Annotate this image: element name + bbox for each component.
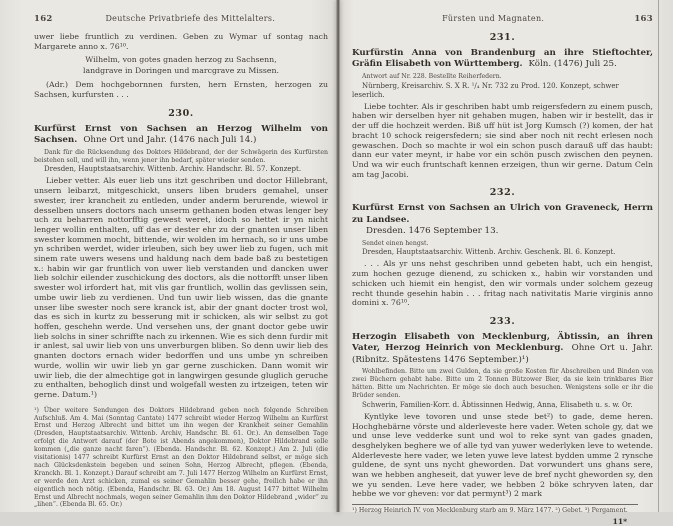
source-line-231: Nürnberg, Kreisarchiv. S. X R. ¹/₄ Nr. 732 zu Prod. 120. Konzept, schwer leserlich. [352, 81, 619, 99]
letter-address: (Adr.) Dem hochgebornnen fursten, hern Ernsten, herzogen zu Sachsen, kurfursten . . . [34, 80, 328, 100]
source-line-232: Dresden, Hauptstaatsarchiv. Wittenb. Archiv. Geschenk. Bl. 6. Konzept. [362, 248, 616, 257]
section-title-233: Herzogin Elisabeth von Mecklenburg, Äbtissin, an ihren Vater, Herzog Heinrich von Mecklenburg. [352, 331, 653, 354]
page-header-right [352, 14, 653, 24]
section-heading-231 [352, 48, 653, 71]
letter-body-232: . . . Als yr uns nehst geschriben unnd gebeten habt, uch ein hengist, zum hochen gezuge dienend, zu schicken x., habin wir vorstanden und schicken uch hiemit ein hengist, den wir vormals under solchem gezeug recht thunde gesehin habin . . . fritag nach nativitatis Marie virginis anno domini x. 76¹⁰. [352, 259, 653, 308]
letter-signature-line-2: landgrave in Doringen und marcgrave zu Missen. [82, 65, 280, 75]
letter-signature-line-1: Wilhelm, von gotes gnaden herzog zu Sachsenn, [85, 55, 277, 65]
letter-body-233: Kyntlyke leve tovoren und unse stede bet²) to gade, deme heren. Hochghebärne vörste und alderleveste here vader. Weten schole gy, dat we und unse leve vedderke sunt und wol to reke synt van gades gnaden, desghelyken beghere we of alle tyd van yuwer wederlyken leve to wetende. Alderleveste here vader, we leten yuwe leve latest bydden umme 2 rynsche guldene, de synt uns nycht gheworden. Dat vorwundert uns ghans sere, wan we hebben angheseit, dat yuwer leve de bref nycht gheworden sy, den we yu senden. Leve here vader, we hebben 2 böke schryven laten, dar hebbe we vor gheven: vor dat permynt³) 2 mark [352, 411, 653, 499]
letter-body-230: Lieber vetter. Als euer lieb uns itzt geschriben und doctor Hillebrant, unsern leibarzt, mitgeschickt, unsers liben bruders gemahel, unser swester, irer krancheit zu entleden, under anderm berurende, wiewol ir desselben unsers doctors nach unserm gethanen boden etwas lenger bey uch zu beharren nottorfftig gewest weret, idoch so hettet ir yn nicht lenger wollin enthalten, uff das er dester ehr zu der gnanten unser liben swester kommen mocht, bittende, wir wolden im hernach, so ir uns umbe yn schriben werdet, wider irleuben, sich bey uwer lieb zu fugen, uch mit sinem rate uwers wesens und haldung nach dem bade baß zu bestetigen x.: habin wir gar fruntlich von uwer lieb verstanden und dancken uwer lieb solchir eilender zuschickung des doctors, als die nottorfft unser liben swester wol irfordert hat, mit vlis gar fruntlich, wollin das gevlissen sein, umbe uwir lieb zu verdienen. Und tun uwir lieb wissen, das die gnante unser libe swester noch sere kranck ist, abir der gnant docter trost wol, das es sich in kurtz zu besserung mit ir schicken, als wir selbst zu got hoffen, geschehn werde. Und versehen uns, der gnant doctor gebe uwir lieb solchs in siner schriffte nach zu irkennen. Wie es sich denn furdir mit ir anlest, sal uwir lieb von uns unverburgen bliben. So denn uwir lieb des gnanten doctors ernach wider bedorffen und uns umbe yn schreiben wurde, wollin wir uwir lieb yn gar gerne zuschicken. Dann womit wir uwir lieb, die der almechtige got in langwirgen gesunde gluglich geruche zu enthalten, behoglich dinst und wolgefall westen zu irtzeigen, teten wir gerne. Datum.¹) [34, 176, 328, 399]
page-right [340, 0, 673, 526]
section-heading-233 [352, 332, 653, 366]
source-line-230: Dresden, Hauptstaatsarchiv. Wittenb. Archiv. Handschr. Bl. 57. Konzept. [44, 165, 302, 174]
section-title-231: Kurfürstin Anna von Brandenburg an ihre Stieftochter, Gräfin Elisabeth von Württemberg. [352, 48, 653, 70]
footnote-rule [352, 504, 638, 505]
letter-body-231: Liebe tochter. Als ir geschriben habt umb reigersfedern zu einem pusch, haben wir derselben hyer nit gehaben mugen, haben wir ir bestellt, das ir der uff die hochzeit werden. Biß uff hüt ist Jorg Kumsch (?) komen, der hat bracht 10 schock reigersfedern; sie sind aber noch nit recht erlesen noch gewaschen. Doch so machte ir wol ein schon pusch darauß uff das haubt: dann eur vater meynt, ir habe vor ein schön pusch zwischen den peynen. Und wa wir euch fruntschaft kennen erzeigen, thun wir gerne. Datum Celn am tag Jacobi. [352, 101, 653, 179]
regest-232: Sendet einen hengst. [362, 239, 429, 247]
section-date-232: Dresden. 1476 September 13. [366, 226, 499, 237]
section-number-231: 231. [489, 32, 516, 43]
footnote-left: ¹) Über weitere Sendungen des Doktors Hildebrand geben noch folgende Schreiben Aufschluß. Am 4. Mai (Sonntag Cantate) 1477 schreibt wieder Herzog Wilhelm an Kurfürst Ernst und Herzog Albrecht und bittet um ihn wegen der Krankheit seiner Gemahlin (Dresden, Hauptstaatsarchiv. Wittenb. Archiv, Handschr. Bl. 61. Or.). An demselben Tage erfolgt die Antwort darauf (der Bote ist Abends angekommen), Doktor Hildebrand solle kommen („die ganze nacht faren“). (Ebenda. Handschr. Bl. 62. Konzept.) Am 2. Juli (die visitationis) 1477 schreibt Kurfürst Ernst an den Doktor Hildebrand selbst, er möge sich nach Glücksdenkstein begeben und seinen Sohn, Herzog Albrecht, pflegen. (Ebenda, Kranckh. Bl. 1. Konzept.) Darauf schreibt am 7. Juli 1477 Herzog Wilhelm an Kurfürst Ernst, er werde den Arzt schicken, zumal es seiner Gemahlin besser gehe, freilich habe er ihn eigentlich noch nötig. (Ebenda, Handschr. Bl. 63. Or.) Am 18. August 1477 bittet Wilhelm Ernst und Albrecht nochmals, wegen seiner Gemahlin ihm den Doktor Hildebrand „wider“ zu „lihen“. (Ebenda Bl. 65. Or.) [34, 406, 328, 509]
running-title-right: Fürsten und Magnaten. [442, 14, 545, 23]
regest-233: Wohlbefinden. Bitte um zwei Gulden, da sie große Kosten für Abschreiben und Binden von zwei Büchern gehabt habe. Bitte um 2 Tonnen Bützower Bier, da sie kein trinkbares Bier hätten. Bitte um Nachrichten. Er möge sie doch auch besuchen. Wenigstens solle er ihr die Brüder senden. [352, 368, 653, 399]
running-title-left: Deutsche Privatbriefe des Mittelalters. [105, 14, 276, 23]
page-number-right: 163 [634, 14, 653, 24]
section-date-230: Ohne Ort und Jahr. (1476 nach Juli 14.) [83, 135, 257, 146]
section-number-230: 230. [168, 107, 194, 119]
section-title-232: Kurfürst Ernst von Sachsen an Ulrich von Graveneck, Herrn zu Landsee. [352, 203, 653, 225]
page-gutter-shadow [336, 0, 340, 512]
section-number-232: 232. [489, 187, 516, 199]
page-edge-line [658, 0, 659, 512]
regest-231: Antwort auf Nr. 228. Bestellte Reiherfedern. [362, 72, 502, 80]
source-line-233: Schwerin, Familien-Korr. d. Äbtissinnen Hedwig, Anna, Elisabeth u. s. w. Or. [362, 400, 633, 409]
page-number-left: 162 [34, 14, 53, 24]
signature-mark: 11* [612, 517, 627, 526]
section-number-233: 233. [489, 315, 516, 327]
section-heading-230 [34, 124, 328, 147]
regest-230: Dank für die Rücksendung des Doktors Hildebrand, der der Schwägerin des Kurfürsten beistehen soll, und will ihn, wenn jener ihn bedarf, später wieder senden. [34, 148, 328, 164]
section-title-230: Kurfürst Ernst von Sachsen an Herzog Wilhelm von Sachsen. [34, 123, 328, 146]
section-heading-232 [352, 203, 653, 237]
section-date-233: Ohne Ort u. Jahr. (Ribnitz. Spätestens 1476 September.)¹) [352, 343, 654, 365]
footnote-right: ¹) Herzog Heinrich IV. von Mecklenburg starb am 9. März 1477. ²) Gebet. ³) Pergament. [352, 507, 628, 515]
letter-continuation: uwer liebe fruntlich zu verdinen. Geben zu Wymar uf sontag nach Margarete anno x. 76¹⁰. [34, 32, 328, 51]
section-date-231: Köln. (1476) Juli 25. [528, 59, 617, 70]
page-header-left [34, 14, 328, 24]
page-left [0, 0, 337, 512]
